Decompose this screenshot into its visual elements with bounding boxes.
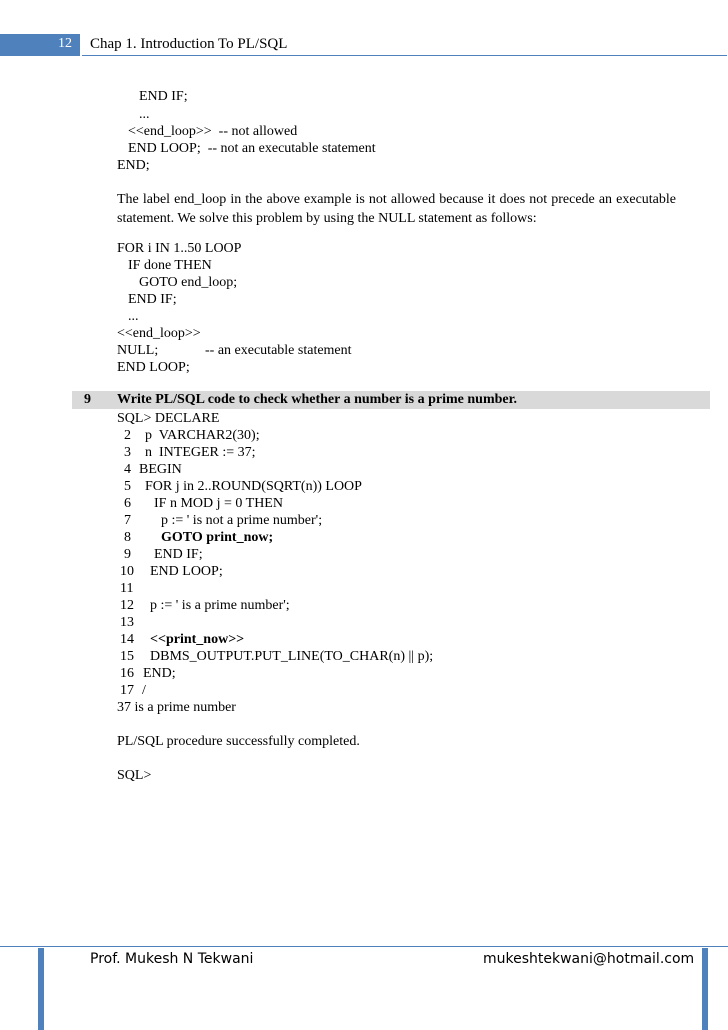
line-number: 8	[124, 530, 131, 545]
line-number: 11	[120, 581, 134, 596]
line-number: 3	[124, 445, 131, 460]
code-line: <<end_loop>> -- not allowed	[128, 124, 298, 139]
header-divider	[82, 55, 727, 56]
code-line: FOR j in 2..ROUND(SQRT(n)) LOOP	[145, 479, 362, 494]
code-line: END LOOP;	[150, 564, 223, 579]
code-line: DBMS_OUTPUT.PUT_LINE(TO_CHAR(n) || p);	[150, 649, 434, 664]
line-number: 5	[124, 479, 131, 494]
line-number: 16	[120, 666, 134, 681]
line-number: 15	[120, 649, 134, 664]
code-line: <<end_loop>>	[117, 326, 201, 341]
line-number: 17	[120, 683, 134, 698]
code-line: p VARCHAR2(30);	[145, 428, 260, 443]
footer-email: mukeshtekwani@hotmail.com	[483, 951, 695, 967]
code-line: IF done THEN	[128, 258, 212, 273]
code-line: FOR i IN 1..50 LOOP	[117, 241, 242, 256]
line-number: 10	[120, 564, 134, 579]
explanation-paragraph: The label end_loop in the above example is not allowed because it does not precede an executable statement. We solve this problem by using the NULL statement as follows:	[117, 192, 676, 226]
chapter-title: Chap 1. Introduction To PL/SQL	[90, 36, 288, 52]
footer-right-bar	[702, 948, 708, 1030]
code-line: END IF;	[128, 292, 177, 307]
page-number: 12	[58, 36, 72, 51]
code-line: /	[142, 683, 146, 698]
code-line: END LOOP;	[117, 360, 190, 375]
code-line: n INTEGER := 37;	[145, 445, 256, 460]
code-line-bold: GOTO print_now;	[161, 530, 274, 545]
code-line: END LOOP; -- not an executable statement	[128, 141, 376, 156]
code-line-bold: <<print_now>>	[150, 632, 245, 647]
question-text: Write PL/SQL code to check whether a number is a prime number.	[117, 392, 518, 407]
code-line: END;	[117, 158, 150, 173]
line-number: 2	[124, 428, 131, 443]
code-line: BEGIN	[139, 462, 182, 477]
question-number: 9	[84, 392, 91, 407]
completion-message: PL/SQL procedure successfully completed.	[117, 734, 360, 749]
code-line: END;	[143, 666, 176, 681]
code-line: p := ' is not a prime number';	[161, 513, 323, 528]
code-line: GOTO end_loop;	[139, 275, 238, 290]
code-line: END IF;	[139, 89, 188, 104]
sql-prompt: SQL>	[117, 768, 152, 783]
line-number: 13	[120, 615, 134, 630]
sql-output: 37 is a prime number	[117, 700, 236, 715]
code-line: p := ' is a prime number';	[150, 598, 290, 613]
code-line: END IF;	[154, 547, 203, 562]
code-line: IF n MOD j = 0 THEN	[154, 496, 283, 511]
line-number: 6	[124, 496, 131, 511]
line-number: 4	[124, 462, 131, 477]
code-line: ...	[139, 107, 150, 122]
code-comment: -- an executable statement	[205, 343, 352, 358]
line-number: 12	[120, 598, 134, 613]
footer-divider	[0, 946, 728, 947]
line-number: 7	[124, 513, 131, 528]
code-line: NULL;	[117, 343, 159, 358]
code-line: ...	[128, 309, 139, 324]
footer-left-bar	[38, 948, 44, 1030]
footer-author: Prof. Mukesh N Tekwani	[90, 951, 254, 967]
sql-prompt-declare: SQL> DECLARE	[117, 411, 220, 426]
line-number: 14	[120, 632, 134, 647]
line-number: 9	[124, 547, 131, 562]
